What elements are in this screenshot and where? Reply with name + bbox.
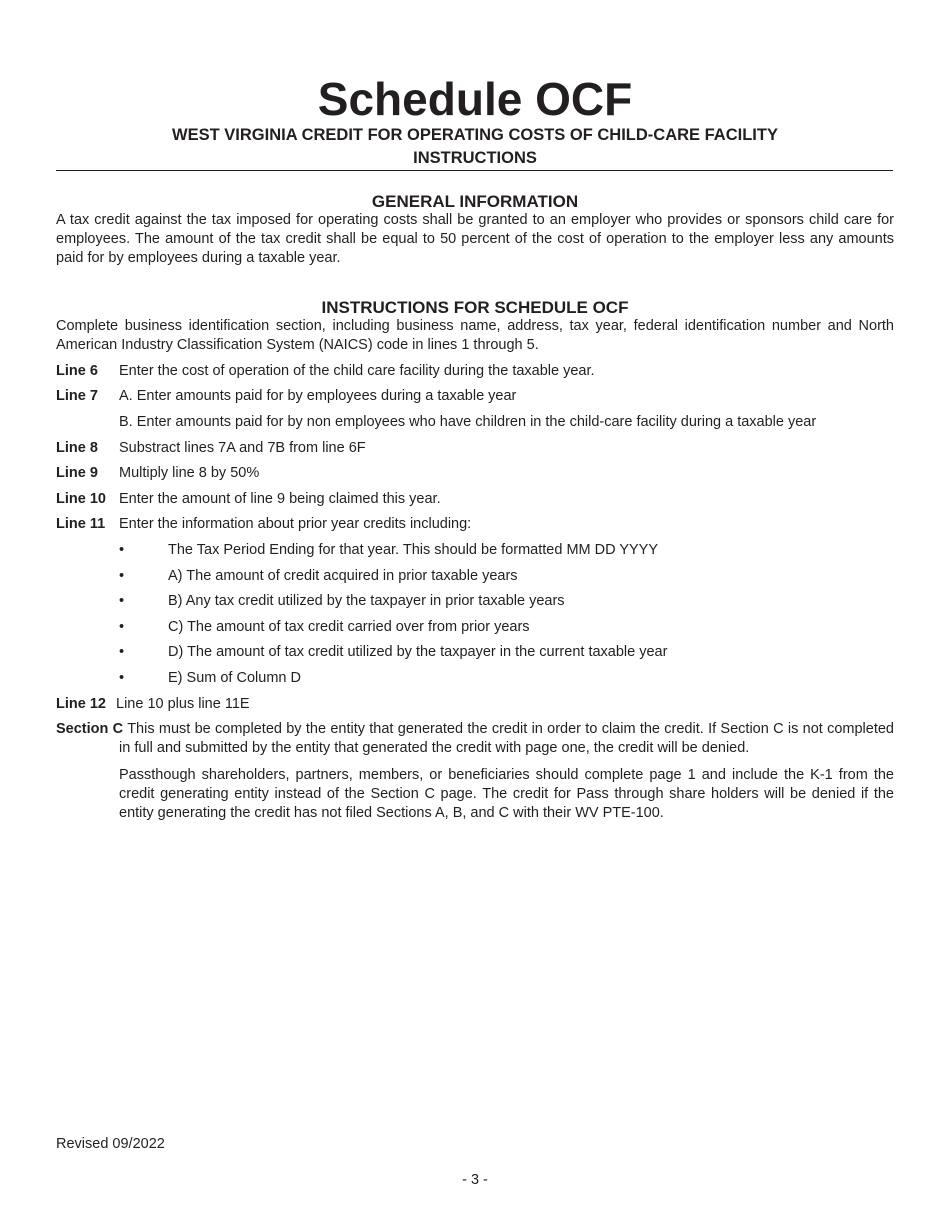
- list-item-text: The Tax Period Ending for that year. This should be formatted MM DD YYYY: [168, 542, 659, 558]
- general-information-heading: GENERAL INFORMATION: [371, 192, 579, 211]
- subtitle-line-2: INSTRUCTIONS: [413, 149, 537, 167]
- line-text: Substract lines 7A and 7B from line 6F: [119, 440, 366, 456]
- list-item-text: D) The amount of tax credit utilized by the taxpayer in the current taxable year: [168, 644, 668, 660]
- list-item-text: B) Any tax credit utilized by the taxpayer in prior taxable years: [168, 593, 565, 609]
- line-label: Line 11: [56, 516, 106, 532]
- revision-date: Revised 09/2022: [56, 1136, 165, 1152]
- line-text: Enter the cost of operation of the child care facility during the taxable year.: [119, 363, 595, 379]
- line-text-a: A. Enter amounts paid for by employees during a taxable year: [119, 388, 517, 404]
- list-item-text: A) The amount of credit acquired in prior taxable years: [168, 568, 518, 584]
- page-number: - 3 -: [462, 1172, 488, 1188]
- line-text: Line 10 plus line 11E: [116, 696, 250, 712]
- bullet-icon: •: [119, 593, 125, 609]
- bullet-icon: •: [119, 644, 125, 660]
- list-item-text: E) Sum of Column D: [168, 670, 301, 686]
- subtitle-line-1: WEST VIRGINIA CREDIT FOR OPERATING COSTS OF CHILD-CARE FACILITY: [172, 126, 778, 144]
- instructions-intro: Complete business identification section, including business name, address, tax year, federal identification number and North American Industry Classification System (NAICS) code in lines 1 through 5.: [56, 318, 894, 353]
- section-c-label: Section C: [56, 721, 124, 737]
- line-text-b: B. Enter amounts paid for by non employees who have children in the child-care facility during a taxable year: [119, 414, 817, 430]
- general-information-body: A tax credit against the tax imposed for operating costs shall be granted to an employer who provides or sponsors child care for employees. The amount of the tax credit shall be equal to 50 percent of the cost of operation to the employer less any amounts paid for by employees during a taxable year.: [56, 212, 894, 266]
- line-text: Multiply line 8 by 50%: [119, 465, 260, 481]
- line-label: Line 9: [56, 465, 98, 481]
- line-label: Line 6: [56, 363, 98, 379]
- line-label: Line 10: [56, 491, 106, 507]
- line-label: Line 12: [56, 696, 106, 712]
- passthrough-instruction: Passthough shareholders, partners, members, or beneficiaries should complete page 1 and include the K-1 from the credit generating entity instead of the Section C page. The credit for Pass through share holders will be denied if the entity generating the credit has not filed Sections A, B, and C with their WV PTE-100.: [119, 767, 894, 821]
- line-text: Enter the amount of line 9 being claimed this year.: [119, 491, 441, 507]
- bullet-icon: •: [119, 568, 125, 584]
- page-title: Schedule OCF: [317, 73, 633, 125]
- form-subtitle: [56, 124, 894, 170]
- bullet-icon: •: [119, 619, 125, 635]
- instructions-heading: INSTRUCTIONS FOR SCHEDULE OCF: [321, 298, 629, 317]
- line-label: Line 8: [56, 440, 98, 456]
- title-divider: [56, 170, 893, 171]
- line-text: Enter the information about prior year credits including:: [119, 516, 472, 532]
- section-c-instruction: [56, 720, 894, 758]
- section-c-text: This must be completed by the entity that generated the credit in order to claim the credit. If Section C is not completed in full and submitted by the entity that generated the credit with page one, the credit will be denied.: [119, 721, 894, 756]
- bullet-icon: •: [119, 542, 125, 558]
- line-label: Line 7: [56, 388, 98, 404]
- list-item-text: C) The amount of tax credit carried over from prior years: [168, 619, 530, 635]
- bullet-icon: •: [119, 670, 125, 686]
